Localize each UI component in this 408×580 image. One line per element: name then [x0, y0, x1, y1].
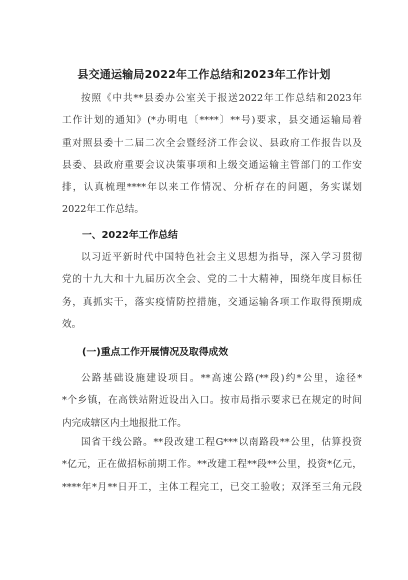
section-heading: 一、2022年工作总结	[82, 230, 178, 241]
paragraph-line: 国省干线公路。**段改建工程G***以南路段**公里，估算投资	[81, 437, 362, 448]
paragraph-line: 重对照县委十二届二次全会暨经济工作会议、县政府工作报告以及	[62, 137, 362, 149]
paragraph-line: 按照《中共**县委办公室关于报送2022年工作总结和2023年	[81, 93, 362, 104]
paragraph-line: 内完成辖区内土地报批工作。	[62, 417, 187, 429]
document-title: 县交通运输局2022年工作总结和2023年工作计划	[77, 68, 331, 81]
subsection-heading: (一)重点工作开展情况及取得成效	[82, 347, 229, 358]
paragraph-line: ****年*月**日开工，主体工程完工，已交工验收；双泽至三角元段	[62, 481, 362, 493]
paragraph-line: 公路基础设施建设项目。**高速公路(**段)约*公里，途径*	[81, 373, 362, 384]
paragraph-line: 党的十九大和十九届历次全会、党的二十大精神，围绕年度目标任	[62, 274, 362, 286]
paragraph-line: *个乡镇，在高铁站附近设出入口。按市局指示要求已在规定的时间	[62, 395, 362, 407]
trunk-road-paragraph	[62, 432, 362, 499]
intro-paragraph	[62, 88, 362, 222]
paragraph-line: 排，认真梳理****年以来工作情况、分析存在的问题，务实谋划	[62, 182, 362, 194]
paragraph-line: *亿元，正在做招标前期工作。**改建工程**段**公里，投资*亿元，	[62, 459, 362, 471]
paragraph-line: 效。	[62, 318, 82, 330]
paragraph-line: 工作计划的通知》(*办明电〔****〕**号)要求，县交通运输局着	[62, 115, 362, 127]
highway-project-paragraph	[62, 368, 362, 435]
paragraph-line: 县委、县政府重要会议决策事项和上级交通运输主管部门的工作安	[62, 159, 362, 171]
section-summary-paragraph	[62, 247, 362, 336]
paragraph-line: 2022年工作总结。	[62, 204, 144, 216]
paragraph-line: 务，真抓实干，落实疫情防控措施，交通运输各项工作取得预期成	[62, 296, 362, 308]
paragraph-line: 以习近平新时代中国特色社会主义思想为指导，深入学习贯彻	[81, 252, 362, 263]
